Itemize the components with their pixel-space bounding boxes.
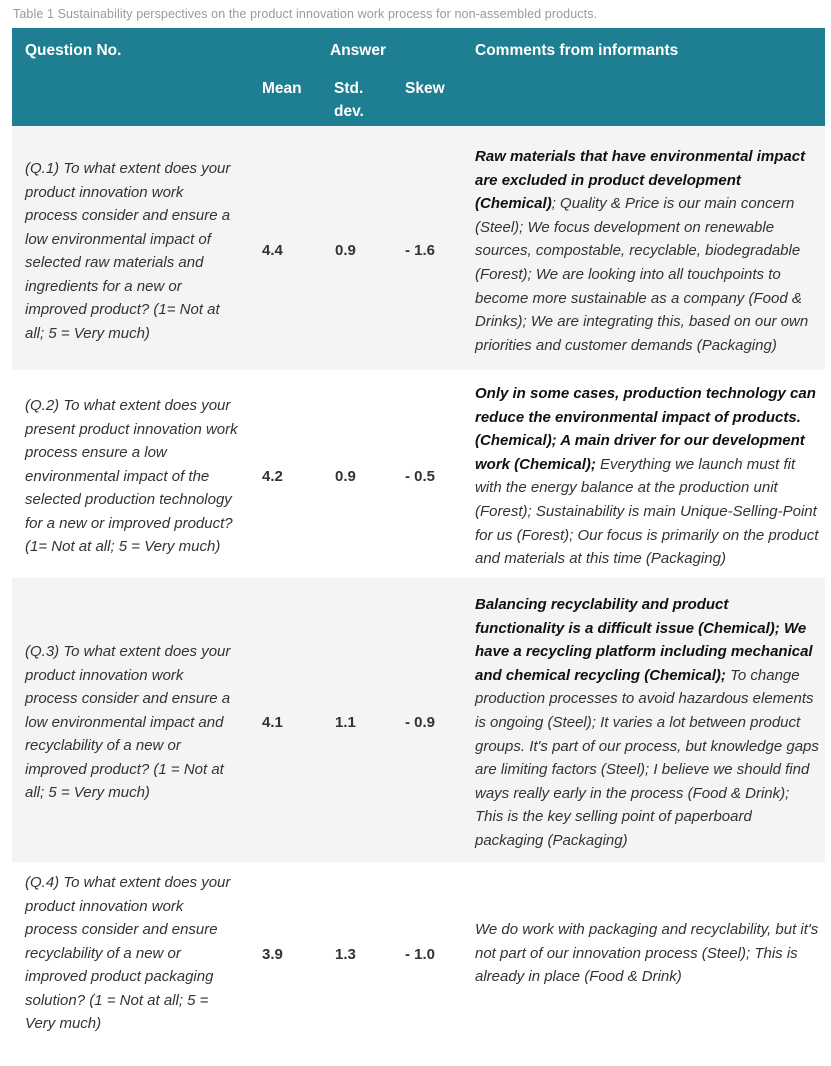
informant-comments <box>475 382 820 571</box>
header-question-no: Question No. <box>25 42 122 59</box>
std-dev-value: 1.1 <box>335 714 356 731</box>
informant-comments <box>475 918 820 989</box>
table-row-q1 <box>12 126 825 370</box>
table-row-q4 <box>12 862 825 1052</box>
header-comments: Comments from informants <box>475 42 679 59</box>
informant-comments <box>475 593 820 853</box>
skew-value: - 1.0 <box>405 946 436 963</box>
comment-text: To change production processes to avoid hazardous elements is ongoing (Steel); It varies a lot between product groups. It's part of our process, but knowledge gaps are limiting factors (Steel); I believe we should find ways really early in the process (Food & Drink); This is the key selling point of paperboard packaging (Packaging) <box>475 666 819 849</box>
mean-value: 4.1 <box>262 714 283 731</box>
std-dev-value: 0.9 <box>335 242 356 259</box>
comment-text: ; Quality & Price is our main concern (Steel); We focus development on renewable sources, compostable, recyclable, biodegradable (Forest); We are looking into all touchpoints to become more sustainable as a company (Food & Drinks); We are integrating this, based on our own priorities and customer demands (Packaging) <box>475 195 809 354</box>
question-text: (Q.1) To what extent does your product innovation work process consider and ensure a low environmental impact of selected raw materials and ingredients for a new or improved product? (1= Not at all; 5 = Very much) <box>25 160 231 342</box>
table-caption: Table 1 Sustainability perspectives on the product innovation work process for non-assembled products. <box>13 7 598 21</box>
question-text: (Q.2) To what extent does your present product innovation work process ensure a low environmental impact of the selected production technology for a new or improved product? (1= Not at all; 5 = Very much) <box>25 397 238 555</box>
comment-emphasis: Only in some cases, production technology can reduce the environmental impact of products. (Chemical); A main driver for our development work (Chemical); <box>475 385 816 473</box>
comment-text: We do work with packaging and recyclability, but it's not part of our innovation process (Steel); This is already in place (Food & Drink) <box>475 921 819 986</box>
question-text: (Q.4) To what extent does your product innovation work process consider and ensure recyclability of a new or improved product packaging solution? (1 = Not at all; 5 = Very much) <box>25 874 231 1032</box>
comment-emphasis: Raw materials that have environmental impact are excluded in product development (Chemical) <box>475 148 806 213</box>
std-dev-value: 1.3 <box>335 946 356 963</box>
header-mean: Mean <box>262 80 302 97</box>
header-answer: Answer <box>330 42 386 59</box>
table-row-q3 <box>12 578 825 862</box>
mean-value: 4.4 <box>262 242 283 259</box>
mean-value: 4.2 <box>262 468 283 485</box>
table-row-q2 <box>12 370 825 578</box>
skew-value: - 0.5 <box>405 468 436 485</box>
informant-comments <box>475 145 820 357</box>
mean-value: 3.9 <box>262 946 283 963</box>
skew-value: - 1.6 <box>405 242 436 259</box>
comment-text: Everything we launch must fit with the energy balance at the production unit (Forest); Sustainability is main Unique-Selling-Point for us (Forest); Our focus is primarily on the product and materials at this time (Packaging) <box>475 455 819 568</box>
header-skew: Skew <box>405 80 445 97</box>
header-std-dev: Std. dev. <box>334 80 364 120</box>
table-header <box>12 28 825 126</box>
std-dev-value: 0.9 <box>335 468 356 485</box>
skew-value: - 0.9 <box>405 714 436 731</box>
comment-emphasis: Balancing recyclability and product functionality is a difficult issue (Chemical); We have a recycling platform including mechanical and chemical recycling (Chemical); <box>475 596 813 684</box>
question-text: (Q.3) To what extent does your product innovation work process consider and ensure a low environmental impact and recyclability of a new or improved product? (1 = Not at all; 5 = Very much) <box>25 643 231 801</box>
